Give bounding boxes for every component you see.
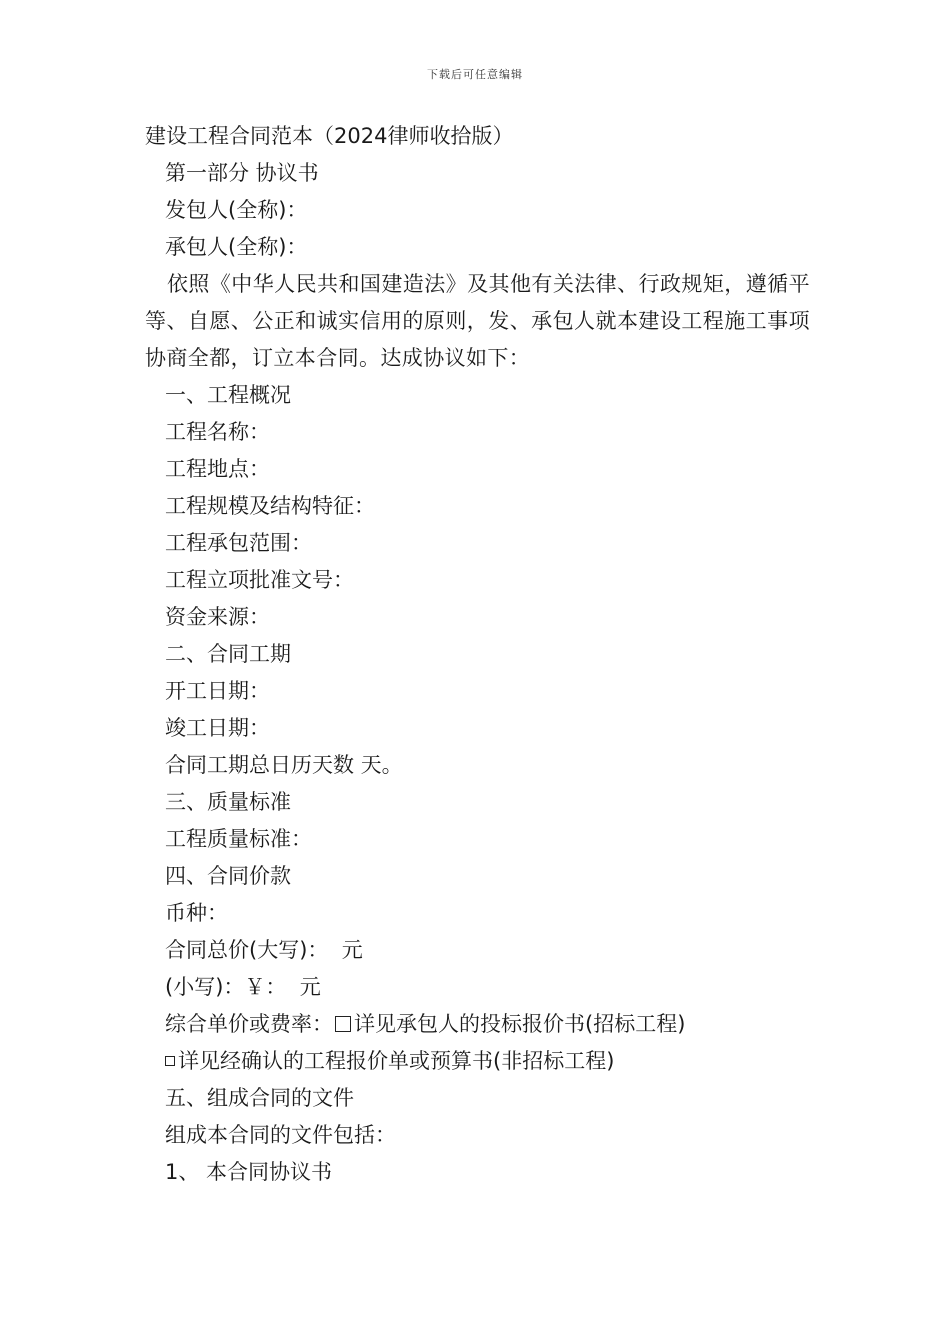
quality-standard-line: 工程质量标准： [165,827,312,851]
header-note: 下载后可任意编辑 [427,68,523,81]
total-days-line: 合同工期总日历天数 天。 [165,753,403,777]
completion-date-line: 竣工日期： [165,716,270,740]
section-heading-1: 一、工程概况 [165,383,291,407]
start-date-line: 开工日期： [165,679,270,703]
part-heading: 第一部分 协议书 [165,161,319,185]
preamble-paragraph: 依照《中华人民共和国建造法》及其他有关法律、行政规矩，遵循平等、自愿、公正和诚实信用的原则，发、承包人就本建设工程施工事项协商全都，订立本合同。达成协议如下： [145,272,810,370]
checkbox-icon[interactable] [335,1016,351,1032]
document-body [145,118,810,1191]
documents-intro-line: 组成本合同的文件包括： [165,1123,396,1147]
total-price-lower-line: (小写)：￥： 元 [165,975,321,999]
project-name-line: 工程名称： [165,420,270,444]
currency-line: 币种： [165,901,228,925]
funding-source-line: 资金来源： [165,605,270,629]
project-location-line: 工程地点： [165,457,270,481]
total-price-upper-line: 合同总价(大写)： 元 [165,938,363,962]
contractor-line: 承包人(全称)： [165,235,308,259]
unit-price-option-1: 详见承包人的投标报价书(招标工程) [354,1012,686,1036]
project-scale-line: 工程规模及结构特征： [165,494,375,518]
employer-line: 发包人(全称)： [165,198,308,222]
section-heading-4: 四、合同价款 [165,864,291,888]
document-title: 建设工程合同范本（2024律师收拾版） [145,124,514,148]
approval-number-line: 工程立项批准文号： [165,568,354,592]
project-scope-line: 工程承包范围： [165,531,312,555]
unit-price-option-2: 详见经确认的工程报价单或预算书(非招标工程) [178,1049,615,1073]
unit-price-label: 综合单价或费率： [165,1012,333,1036]
section-heading-5: 五、组成合同的文件 [165,1086,354,1110]
unit-price-option-2-line [145,1043,810,1080]
checkbox-icon[interactable] [165,1056,175,1066]
unit-price-line [145,1006,810,1043]
document-item-1: 1、 本合同协议书 [165,1160,333,1184]
section-heading-2: 二、合同工期 [165,642,291,666]
section-heading-3: 三、质量标准 [165,790,291,814]
